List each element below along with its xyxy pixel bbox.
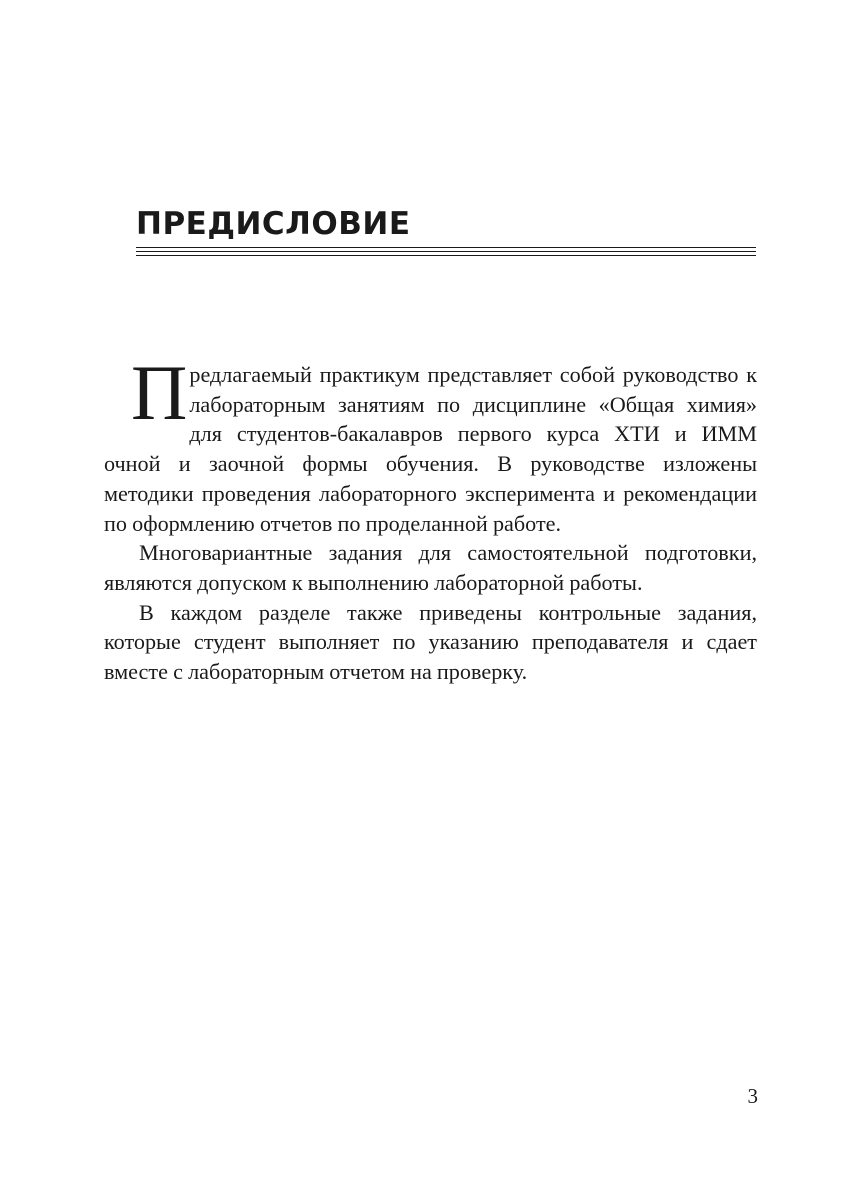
heading-underline-3: [136, 255, 756, 256]
paragraph-1: [104, 349, 757, 538]
section-heading: ПРЕДИСЛОВИЕ: [136, 206, 411, 242]
heading-underline-2: [136, 251, 756, 252]
heading-underline-1: [136, 247, 756, 248]
body-text: [104, 349, 757, 687]
paragraph-1-text: редлагаемый практикум представляет собой руководство к лабораторным занятиям по дисциплине «Общая химия» для студентов-бакалавров первого курса ХТИ и ИММ очной и заочной формы обучения. В руководстве изложены методики проведения лабораторного эксперимента и рекомендации по оформлению отчетов по проделанной работе.: [104, 362, 757, 536]
paragraph-3: В каждом разделе также приведены контрольные задания, которые студент выполняет по указанию преподавателя и сдает вместе с лабораторным отчетом на проверку.: [104, 599, 757, 685]
paragraph-2: Многовариантные задания для самостоятельной подготовки, являются допуском к выполнению лабораторной работы.: [104, 540, 757, 595]
drop-cap: П: [131, 349, 188, 436]
page-number: 3: [747, 1084, 758, 1108]
